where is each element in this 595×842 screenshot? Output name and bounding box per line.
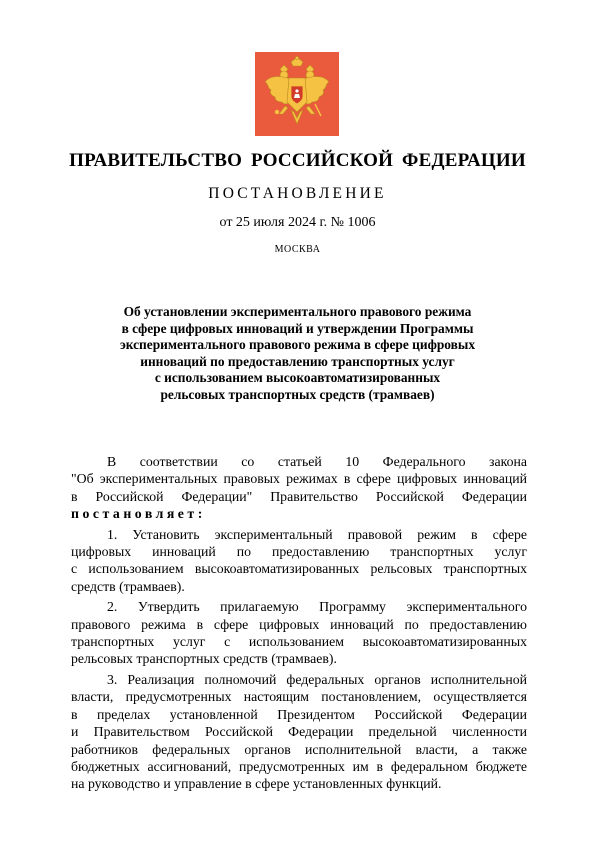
item-line: 2. Утвердить прилагаемую Программу экспериментального: [107, 599, 527, 615]
item-2-paragraph: [71, 598, 527, 668]
subject-line: рельсовых транспортных средств (трамваев): [160, 386, 435, 402]
preamble-line: в Российской Федерации" Правительство Российской Федерации: [71, 488, 527, 504]
subject-line: с использованием высокоавтоматизированных: [154, 370, 441, 386]
item-line: и Правительством Российской Федерации предельной численности: [71, 724, 527, 740]
government-title: ПРАВИТЕЛЬСТВО РОССИЙСКОЙ ФЕДЕРАЦИИ: [69, 150, 526, 171]
item-line: 1. Установить экспериментальный правовой режим в сфере: [107, 526, 527, 542]
document-city: МОСКВА: [274, 244, 321, 255]
item-line: бюджетных ассигнований, предусмотренных им в федеральном бюджете: [71, 758, 527, 774]
item-line: правового режима в сфере цифровых инноваций по предоставлению: [71, 616, 527, 632]
document-subject: [60, 304, 535, 404]
preamble-paragraph: [71, 453, 527, 523]
preamble-line: "Об экспериментальных правовых режимах в сфере цифровых инноваций: [71, 471, 527, 487]
document-date-number: от 25 июля 2024 г. № 1006: [219, 215, 376, 230]
item-line: транспортных услуг с использованием высокоавтоматизированных: [71, 634, 527, 650]
item-line: цифровых инноваций по предоставлению транспортных услуг: [71, 544, 527, 560]
item-line: работников федеральных органов исполнительной власти, а также: [71, 741, 527, 757]
item-3-paragraph: [71, 671, 527, 793]
item-line: 3. Реализация полномочий федеральных органов исполнительной: [107, 671, 527, 687]
coat-of-arms-icon: [255, 52, 339, 136]
subject-line: в сфере цифровых инноваций и утверждении Программы: [121, 320, 474, 336]
resolves-word: постановляет:: [71, 506, 206, 522]
subject-line: экспериментального правового режима в сфере цифровых: [119, 337, 476, 353]
item-line: рельсовых транспортных средств (трамваев).: [71, 651, 337, 667]
subject-line: инноваций по предоставлению транспортных услуг: [140, 353, 455, 369]
preamble-line: В соответствии со статьей 10 Федерального закона: [107, 454, 527, 469]
item-1-paragraph: [71, 526, 527, 596]
item-line: в пределах установленной Президентом Российской Федерации: [71, 706, 527, 722]
subject-line: Об установлении экспериментального правового режима: [123, 304, 472, 319]
item-line: средств (трамваев).: [71, 578, 185, 594]
document-body: [71, 453, 527, 796]
document-type: ПОСТАНОВЛЕНИЕ: [208, 185, 387, 202]
item-line: на руководство и управление в сфере установленных функций.: [71, 776, 442, 792]
item-line: власти, предусмотренных настоящим постановлением, осуществляется: [71, 689, 527, 705]
item-line: с использованием высокоавтоматизированных рельсовых транспортных: [71, 561, 527, 577]
